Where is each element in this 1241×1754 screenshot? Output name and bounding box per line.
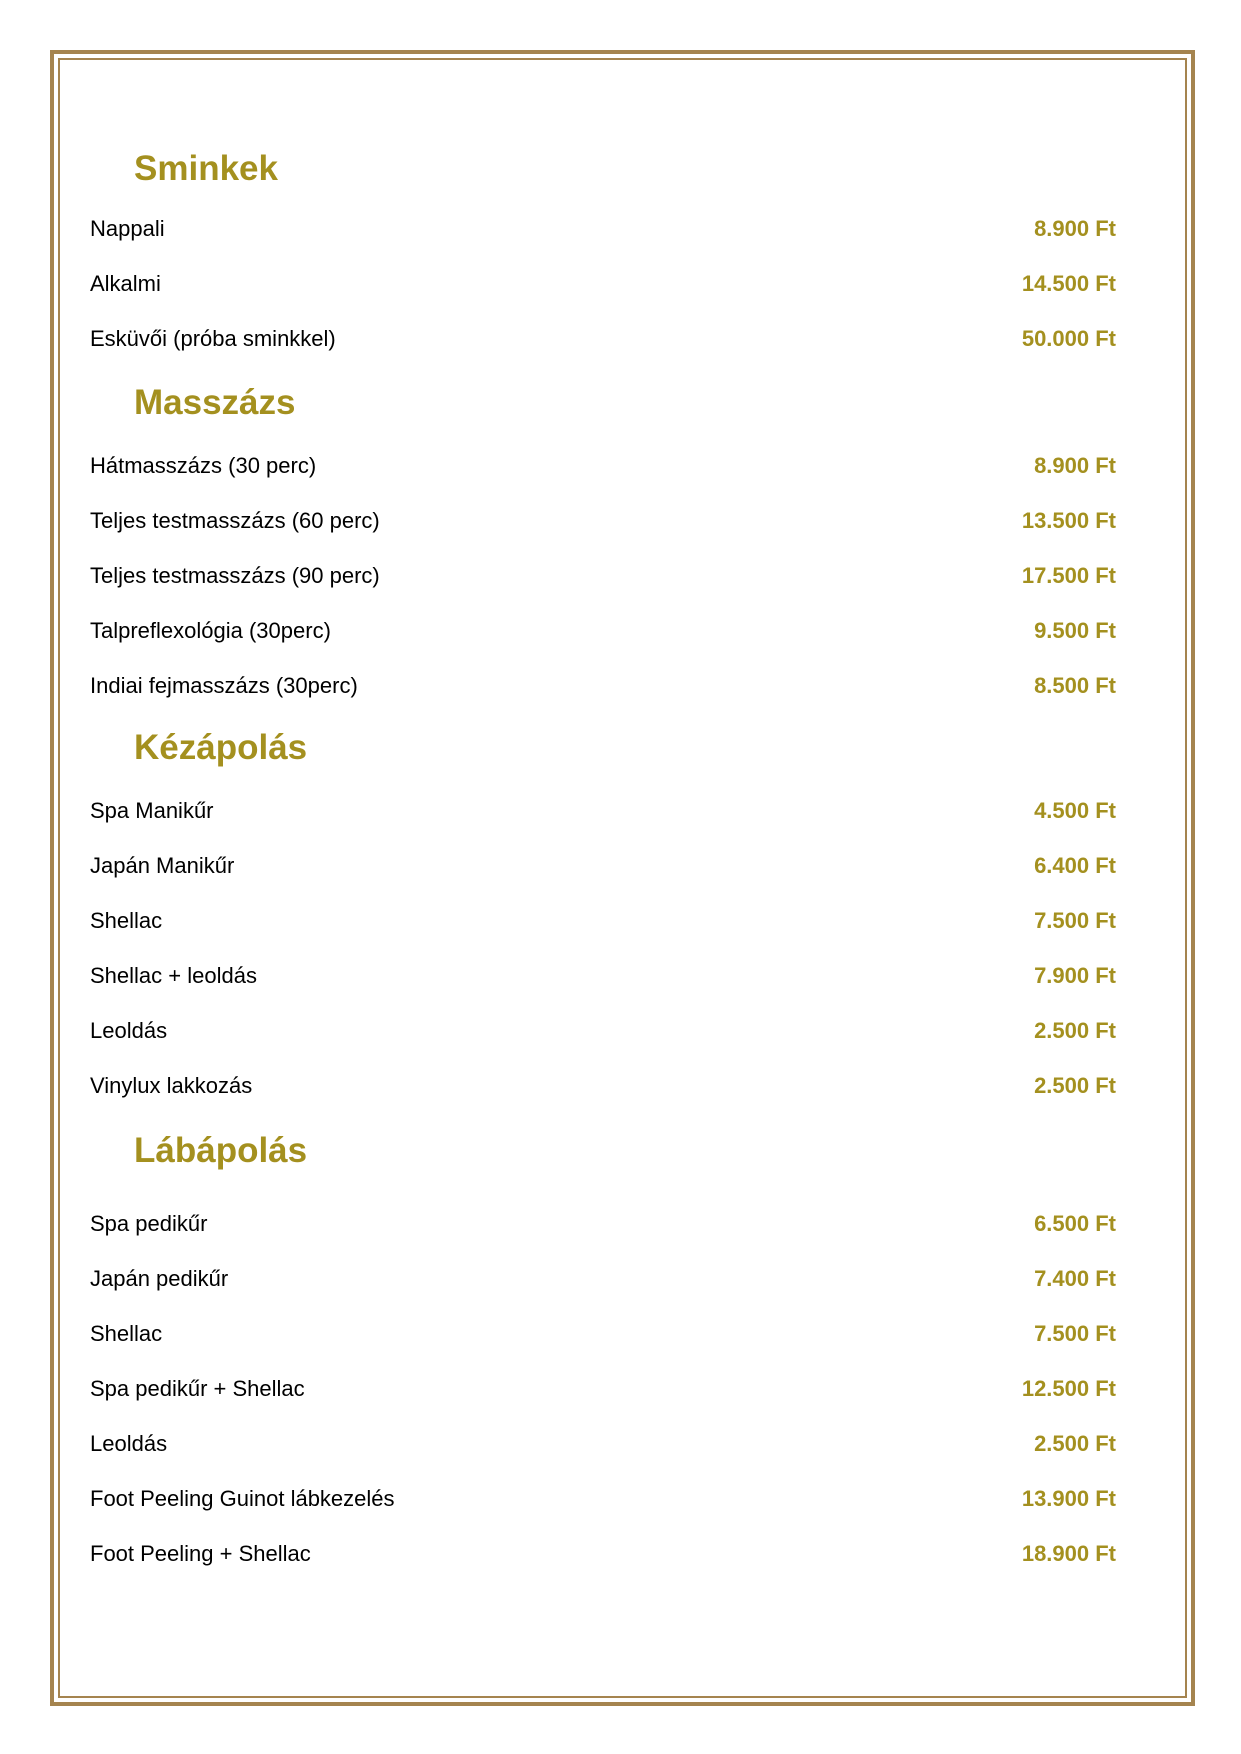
item-price: 13.500 Ft <box>1021 508 1116 533</box>
item-price: 6.400 Ft <box>1034 853 1116 878</box>
item-name: Hátmasszázs (30 perc) <box>90 453 317 478</box>
item-price: 8.900 Ft <box>1034 453 1116 478</box>
item-name: Japán Manikűr <box>90 853 235 878</box>
item-name: Teljes testmasszázs (90 perc) <box>90 563 380 588</box>
item-price: 6.500 Ft <box>1034 1211 1116 1236</box>
item-price: 7.500 Ft <box>1034 1321 1116 1346</box>
item-name: Talpreflexológia (30perc) <box>90 618 331 643</box>
item-price: 8.900 Ft <box>1034 216 1116 241</box>
item-name: Nappali <box>90 216 165 241</box>
section-title-masszazs: Masszázs <box>134 383 296 422</box>
item-price: 12.500 Ft <box>1021 1376 1116 1401</box>
item-price: 8.500 Ft <box>1034 673 1116 698</box>
item-price: 17.500 Ft <box>1021 563 1116 588</box>
item-name: Shellac <box>90 908 163 933</box>
section-title-kezapolas: Kézápolás <box>134 728 308 767</box>
item-price: 7.900 Ft <box>1034 963 1116 988</box>
item-name: Spa pedikűr <box>90 1211 208 1236</box>
item-name: Spa pedikűr + Shellac <box>90 1376 305 1401</box>
item-price: 4.500 Ft <box>1034 798 1116 823</box>
item-name: Teljes testmasszázs (60 perc) <box>90 508 380 533</box>
section-title-sminkek: Sminkek <box>134 149 278 188</box>
item-name: Shellac + leoldás <box>90 963 257 988</box>
item-price: 7.400 Ft <box>1034 1266 1116 1291</box>
item-name: Esküvői (próba sminkkel) <box>90 326 336 351</box>
item-price: 2.500 Ft <box>1034 1073 1116 1098</box>
item-name: Japán pedikűr <box>90 1266 229 1291</box>
item-name: Indiai fejmasszázs (30perc) <box>90 673 358 698</box>
item-name: Alkalmi <box>90 271 161 296</box>
item-price: 2.500 Ft <box>1034 1431 1116 1456</box>
item-name: Foot Peeling Guinot lábkezelés <box>90 1486 395 1511</box>
item-name: Leoldás <box>90 1431 168 1456</box>
item-price: 18.900 Ft <box>1021 1541 1116 1566</box>
item-name: Spa Manikűr <box>90 798 214 823</box>
item-price: 2.500 Ft <box>1034 1018 1116 1043</box>
item-price: 50.000 Ft <box>1021 326 1116 351</box>
item-price: 9.500 Ft <box>1034 618 1116 643</box>
item-name: Shellac <box>90 1321 163 1346</box>
item-price: 13.900 Ft <box>1021 1486 1116 1511</box>
item-name: Vinylux lakkozás <box>90 1073 253 1098</box>
item-price: 7.500 Ft <box>1034 908 1116 933</box>
item-name: Foot Peeling + Shellac <box>90 1541 311 1566</box>
item-price: 14.500 Ft <box>1021 271 1116 296</box>
section-title-labapolas: Lábápolás <box>134 1131 308 1170</box>
item-name: Leoldás <box>90 1018 168 1043</box>
